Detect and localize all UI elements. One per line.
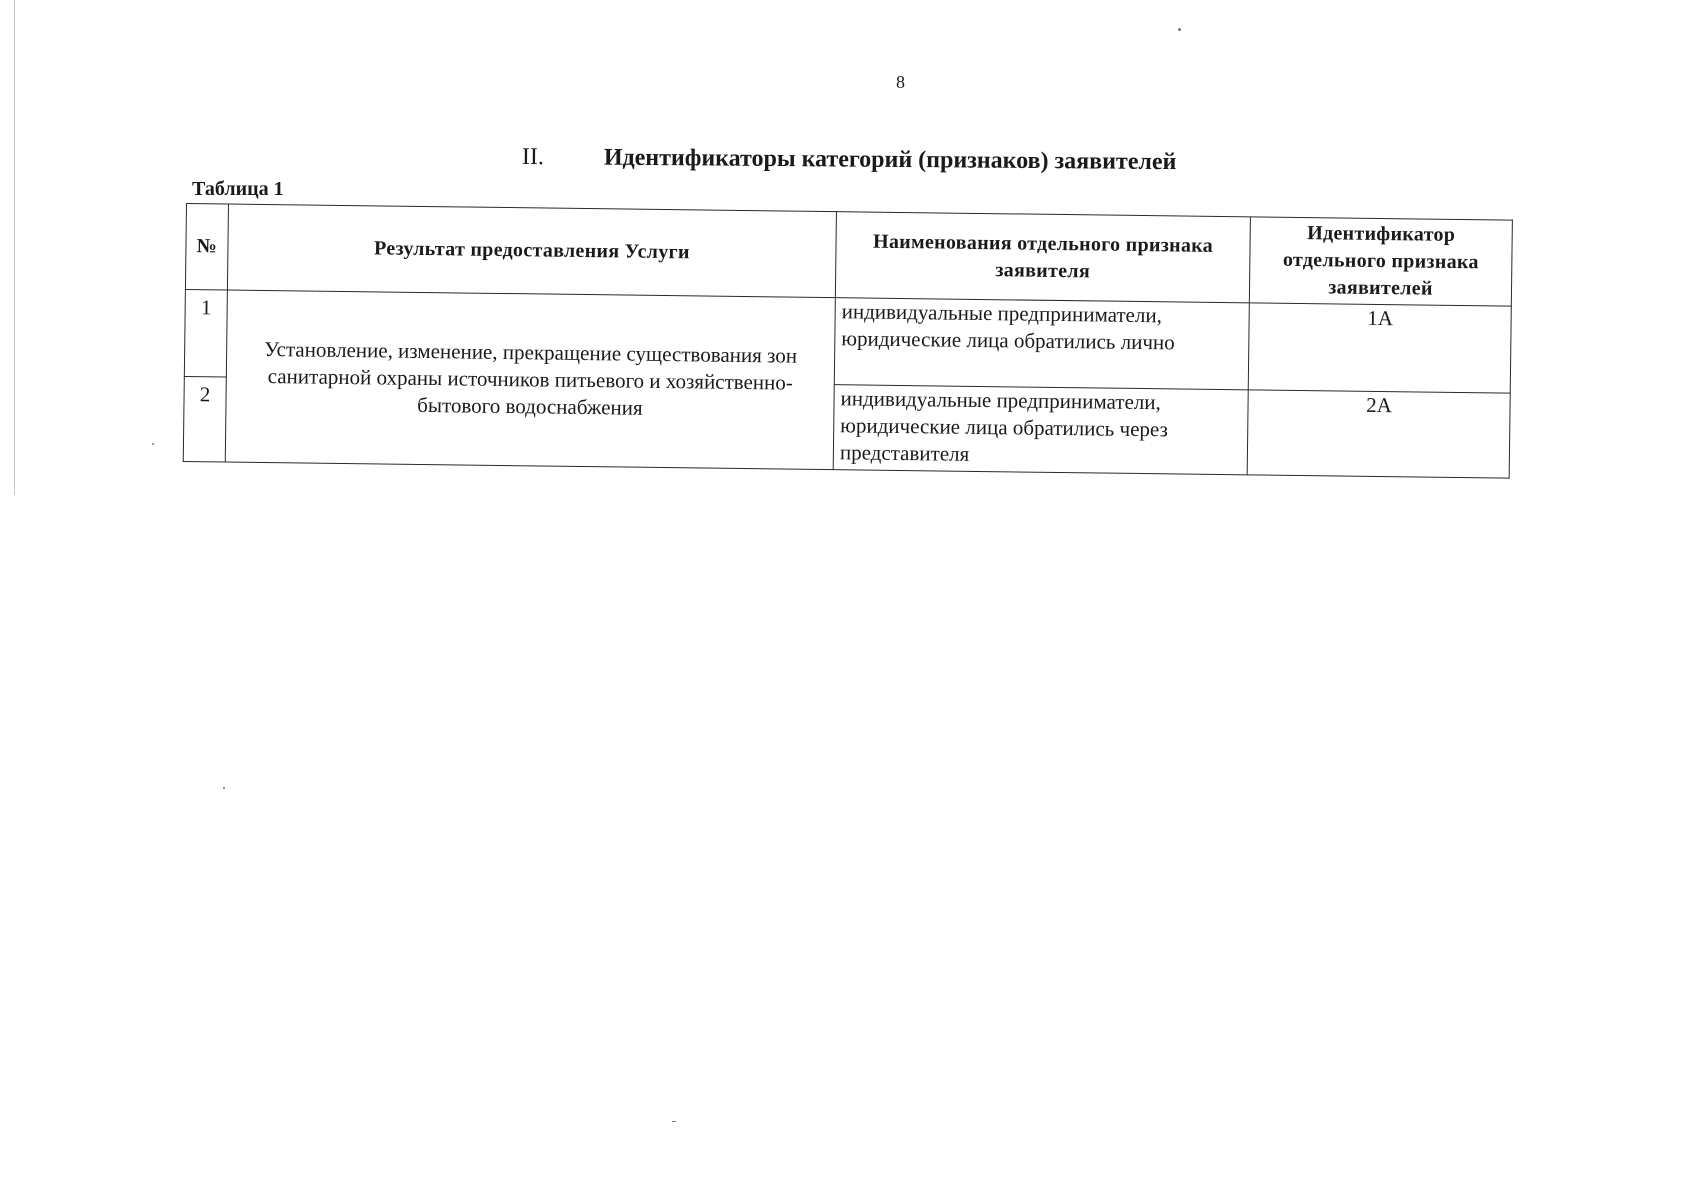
applicant-categories-table [183,203,1513,479]
scan-speck [152,443,154,445]
page-number: 8 [896,72,905,92]
attribute-name-cell: индивидуальные предприниматели, юридические лица обратились лично [834,298,1249,390]
row-number-cell: 1 [184,289,227,377]
header-result: Результат предоставления Услуги [227,204,836,298]
service-result-cell: Установление, изменение, прекращение существования зон санитарной охраны источников питьевого и хозяйственно-бытового водоснабжения [225,290,835,470]
section-heading [522,144,1177,176]
section-title: Идентификаторы категорий (признаков) заявителей [603,144,1177,176]
row-number-cell: 2 [183,376,226,462]
header-number: № [185,204,228,291]
scan-left-edge [14,0,15,495]
header-attribute-name: Наименования отдельного признака заявителя [835,212,1250,303]
header-attribute-id: Идентификатор отдельного признака заявителей [1249,217,1512,306]
attribute-id-cell: 2А [1247,390,1510,478]
scan-speck [1178,28,1181,31]
table-caption: Таблица 1 [192,178,284,200]
scan-speck [223,787,225,789]
section-numeral: II. [521,144,544,171]
table-row [184,289,1511,393]
attribute-id-cell: 1А [1248,303,1511,393]
scan-speck [672,1121,676,1122]
table-header-row [185,204,1512,307]
attribute-name-cell: индивидуальные предприниматели, юридические лица обратились через представителя [833,385,1248,475]
table-wrapper [183,203,1513,479]
